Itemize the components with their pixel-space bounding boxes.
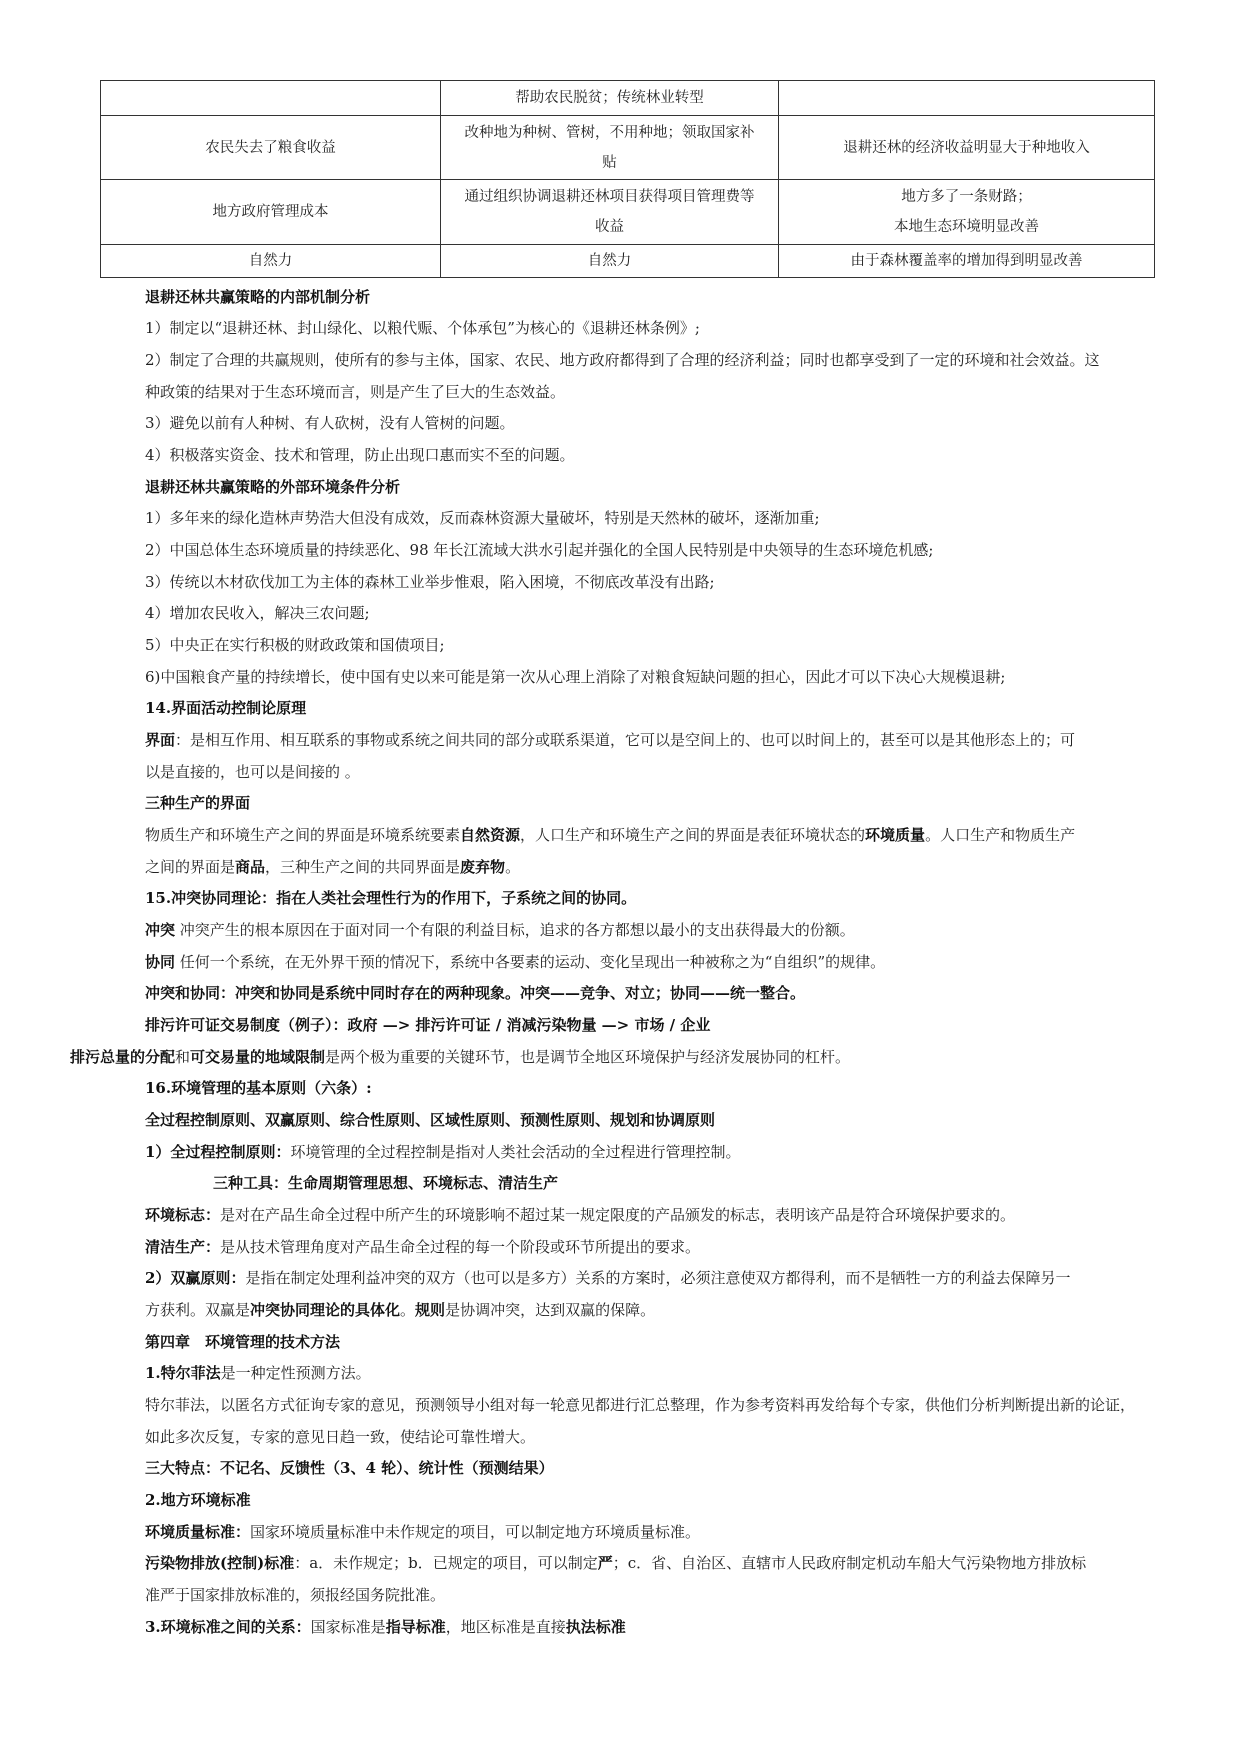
bold-text: 2）双赢原则： — [145, 1269, 246, 1287]
text-line-l33 — [145, 1300, 655, 1320]
text-line-l3 — [145, 350, 1100, 370]
bold-text: 环境标志： — [145, 1206, 221, 1224]
body-text: 3）避免以前有人种树、有人砍树，没有人管树的问题。 — [145, 414, 515, 432]
body-text: 物质生产和环境生产之间的界面是环境系统要素 — [145, 826, 461, 844]
table-cell — [779, 116, 1155, 180]
body-text: 2）制定了合理的共赢规则，使所有的参与主体，国家、农民、地方政府都得到了合理的经济利益；同时也都享受到了一定的环境和社会效益。这 — [145, 351, 1100, 369]
text-line-l22 — [145, 952, 885, 972]
bold-text: 冲突 — [145, 921, 176, 939]
bold-text: 1）全过程控制原则： — [145, 1143, 291, 1161]
text-line-l21 — [145, 920, 855, 940]
bold-text: 自然资源 — [460, 826, 521, 844]
text-line-l43 — [145, 1617, 626, 1637]
bold-text: 三种生产的界面 — [145, 794, 251, 812]
body-text: 是两个极为重要的关键环节，也是调节全地区环境保护与经济发展协同的杠杆。 — [325, 1048, 851, 1066]
cell-text: 农民失去了粮食收益 — [205, 139, 336, 156]
body-text: ；c．省、自治区、直辖市人民政府制定机动车船大气污染物地方排放标 — [612, 1554, 1087, 1572]
text-line-l9 — [145, 540, 933, 560]
text-line-l35 — [145, 1363, 371, 1383]
bold-text: 15.冲突协同理论：指在人类社会理性行为的作用下，子系统之间的协同。 — [145, 889, 637, 907]
table-cell — [779, 180, 1155, 245]
bold-text: 协同 — [145, 953, 176, 971]
bold-text: 第四章 环境管理的技术方法 — [145, 1333, 341, 1351]
table-cell — [441, 180, 779, 245]
body-text: 冲突产生的根本原因在于面对同一个有限的利益目标，追求的各方都想以最小的支出获得最大的份额。 — [175, 921, 855, 939]
table-cell — [779, 245, 1155, 278]
body-text: 5）中央正在实行积极的财政政策和国债项目; — [145, 636, 445, 654]
body-text: 4）增加农民收入，解决三农问题; — [145, 604, 370, 622]
table-cell — [101, 245, 441, 278]
body-text: 环境管理的全过程控制是指对人类社会活动的全过程进行管理控制。 — [290, 1143, 741, 1161]
text-line-l14 — [145, 698, 306, 718]
body-text: 种政策的结果对于生态环境而言，则是产生了巨大的生态效益。 — [145, 383, 566, 401]
text-line-l42 — [145, 1585, 445, 1605]
table-cell — [101, 116, 441, 180]
table-cell — [441, 81, 779, 116]
bold-text: 冲突和协同：冲突和协同是系统中同时存在的两种现象。冲突——竞争、对立；协同——统一整合。 — [145, 984, 806, 1002]
bold-text: 14.界面活动控制论原理 — [145, 699, 307, 717]
body-text: 。人口生产和物质生产 — [925, 826, 1076, 844]
body-text: 是对在产品生命全过程中所产生的环境影响不超过某一规定限度的产品颁发的标志，表明该产品是符合环境保护要求的。 — [220, 1206, 1016, 1224]
body-text: 1）多年来的绿化造林声势浩大但没有成效，反而森林资源大量破坏，特别是天然林的破坏，逐渐加重; — [145, 509, 820, 527]
text-line-l24 — [145, 1015, 710, 1035]
bold-text: 三大特点：不记名、反馈性（3、4 轮）、统计性（预测结果） — [145, 1459, 554, 1477]
body-text: 是从技术管理角度对产品生命全过程的每一个阶段或环节所提出的要求。 — [220, 1238, 701, 1256]
text-line-l4 — [145, 382, 565, 402]
text-line-l34 — [145, 1332, 340, 1352]
bold-text: 废弃物 — [460, 858, 506, 876]
body-text: 国家标准是 — [310, 1618, 386, 1636]
text-line-l19 — [145, 857, 520, 877]
table-cell — [101, 81, 441, 116]
text-line-l31 — [145, 1237, 700, 1257]
text-line-l28 — [145, 1142, 740, 1162]
bold-text: 严 — [597, 1554, 613, 1572]
bold-text: 退耕还林共赢策略的外部环境条件分析 — [145, 478, 401, 496]
bold-text: 2.地方环境标准 — [145, 1491, 251, 1509]
table-row — [101, 180, 1155, 245]
cell-text: 贴 — [602, 154, 617, 171]
body-text: 准严于国家排放标准的，须报经国务院批准。 — [145, 1586, 446, 1604]
body-text: 1）制定以“退耕还林、封山绿化、以粮代赈、个体承包”为核心的《退耕还林条例》; — [145, 319, 700, 337]
text-line-l20 — [145, 888, 636, 908]
body-text: 之间的界面是 — [145, 858, 236, 876]
bold-text: 商品 — [235, 858, 266, 876]
text-line-l13 — [145, 667, 1005, 687]
bold-text: 1.特尔菲法 — [145, 1364, 221, 1382]
body-text: 是协调冲突，达到双赢的保障。 — [445, 1301, 656, 1319]
text-line-l18 — [145, 825, 1075, 845]
text-line-l15 — [145, 730, 1075, 750]
bold-text: 退耕还林共赢策略的内部机制分析 — [145, 288, 371, 306]
text-line-l37 — [145, 1427, 535, 1447]
body-text: ：a．未作规定；b．已规定的项目，可以制定 — [294, 1554, 598, 1572]
bold-text: 可交易量的地域限制 — [190, 1048, 326, 1066]
bold-text: 污染物排放(控制)标准 — [145, 1554, 295, 1572]
body-text: 3）传统以木材砍伐加工为主体的森林工业举步惟艰，陷入困境，不彻底改革没有出路; — [145, 573, 715, 591]
table-cell — [441, 245, 779, 278]
cell-text: 地方政府管理成本 — [212, 204, 329, 220]
cell-text: 地方多了一条财路； — [901, 189, 1032, 205]
body-text: 。 — [505, 858, 521, 876]
text-line-l25 — [70, 1047, 850, 1067]
text-line-l12 — [145, 635, 445, 655]
text-line-l17 — [145, 793, 250, 813]
body-text: 方获利。双赢是 — [145, 1301, 251, 1319]
bold-text: 执法标准 — [565, 1618, 626, 1636]
body-text: ，三种生产之间的共同界面是 — [265, 858, 461, 876]
body-text: 国家环境质量标准中未作规定的项目，可以制定地方环境质量标准。 — [250, 1523, 701, 1541]
body-text: 是一种定性预测方法。 — [220, 1364, 371, 1382]
bold-text: 冲突协同理论的具体化 — [250, 1301, 401, 1319]
text-line-l10 — [145, 572, 715, 592]
table-row — [101, 245, 1155, 278]
text-line-l11 — [145, 603, 370, 623]
body-text: 4）积极落实资金、技术和管理，防止出现口惠而实不至的问题。 — [145, 446, 575, 464]
text-line-l39 — [145, 1490, 251, 1510]
bold-text: 排污总量的分配 — [70, 1048, 176, 1066]
cell-text: 退耕还林的经济收益明显大于种地收入 — [843, 139, 1090, 156]
table-row — [101, 81, 1155, 116]
stakeholder-table — [100, 80, 1155, 278]
text-line-l26 — [145, 1078, 372, 1098]
text-line-l30 — [145, 1205, 1015, 1225]
cell-text: 本地生态环境明显改善 — [894, 219, 1039, 235]
table-cell — [779, 81, 1155, 116]
text-line-l40 — [145, 1522, 700, 1542]
text-line-l5 — [145, 413, 515, 433]
text-line-l6 — [145, 445, 575, 465]
text-line-l32 — [145, 1268, 1070, 1288]
text-line-l2 — [145, 318, 700, 338]
body-text: ，地区标准是直接 — [445, 1618, 566, 1636]
body-text: 特尔菲法，以匿名方式征询专家的意见，预测领导小组对每一轮意见都进行汇总整理，作为参考资料再发给每个专家，供他们分析判断提出新的论证， — [145, 1396, 1136, 1414]
text-line-l7 — [145, 477, 400, 497]
bold-text: 指导标准 — [385, 1618, 446, 1636]
text-line-l27 — [145, 1110, 715, 1130]
bold-text: 规则 — [415, 1301, 446, 1319]
text-line-l38 — [145, 1458, 554, 1478]
body-text: 任何一个系统，在无外界干预的情况下，系统中各要素的运动、变化呈现出一种被称之为“自组织”的规律。 — [175, 953, 886, 971]
bold-text: 排污许可证交易制度（例子）：政府 —> 排污许可证 / 消减污染物量 —> 市场 / 企业 — [145, 1016, 711, 1034]
body-text: ：是相互作用、相互联系的事物或系统之间共同的部分或联系渠道，它可以是空间上的、也可以时间上的，甚至可以是其他形态上的；可 — [175, 731, 1076, 749]
body-text: 以是直接的，也可以是间接的 。 — [145, 763, 360, 781]
text-line-l29 — [213, 1173, 558, 1193]
body-text: 和 — [175, 1048, 191, 1066]
body-text: 。 — [400, 1301, 416, 1319]
cell-text: 自然力 — [248, 253, 293, 269]
body-text: 2）中国总体生态环境质量的持续恶化、98 年长江流域大洪水引起并强化的全国人民特别是中央领导的生态环境危机感; — [145, 541, 934, 559]
table-cell — [441, 116, 779, 180]
bold-text: 清洁生产： — [145, 1238, 221, 1256]
bold-text: 界面 — [145, 731, 176, 749]
text-line-l36 — [145, 1395, 1135, 1415]
bold-text: 三种工具：生命周期管理思想、环境标志、清洁生产 — [213, 1174, 559, 1192]
text-line-l23 — [145, 983, 805, 1003]
cell-text: 改种地为种树、管树，不用种地；领取国家补 — [464, 124, 755, 141]
text-line-l16 — [145, 762, 360, 782]
bold-text: 3.环境标准之间的关系： — [145, 1618, 311, 1636]
table-cell — [101, 180, 441, 245]
text-line-l1 — [145, 287, 370, 307]
cell-text: 自然力 — [587, 253, 632, 269]
bold-text: 环境质量 — [865, 826, 926, 844]
text-line-l8 — [145, 508, 820, 528]
bold-text: 16.环境管理的基本原则（六条）: — [145, 1079, 372, 1097]
cell-text: 收益 — [595, 219, 624, 235]
body-text: 6)中国粮食产量的持续增长，使中国有史以来可能是第一次从心理上消除了对粮食短缺问题的担心，因此才可以下决心大规模退耕; — [145, 668, 1006, 686]
cell-text: 由于森林覆盖率的增加得到明显改善 — [850, 253, 1083, 269]
cell-text: 帮助农民脱贫；传统林业转型 — [515, 90, 704, 106]
cell-text: 通过组织协调退耕还林项目获得项目管理费等 — [464, 189, 755, 205]
bold-text: 环境质量标准： — [145, 1523, 251, 1541]
table-row — [101, 116, 1155, 180]
body-text: 如此多次反复，专家的意见日趋一致，使结论可靠性增大。 — [145, 1428, 536, 1446]
bold-text: 全过程控制原则、双赢原则、综合性原则、区域性原则、预测性原则、规划和协调原则 — [145, 1111, 716, 1129]
body-text: 是指在制定处理利益冲突的双方（也可以是多方）关系的方案时，必须注意使双方都得利，而不是牺牲一方的利益去保障另一 — [245, 1269, 1071, 1287]
body-text: ，人口生产和环境生产之间的界面是表征环境状态的 — [520, 826, 866, 844]
text-line-l41 — [145, 1553, 1086, 1573]
